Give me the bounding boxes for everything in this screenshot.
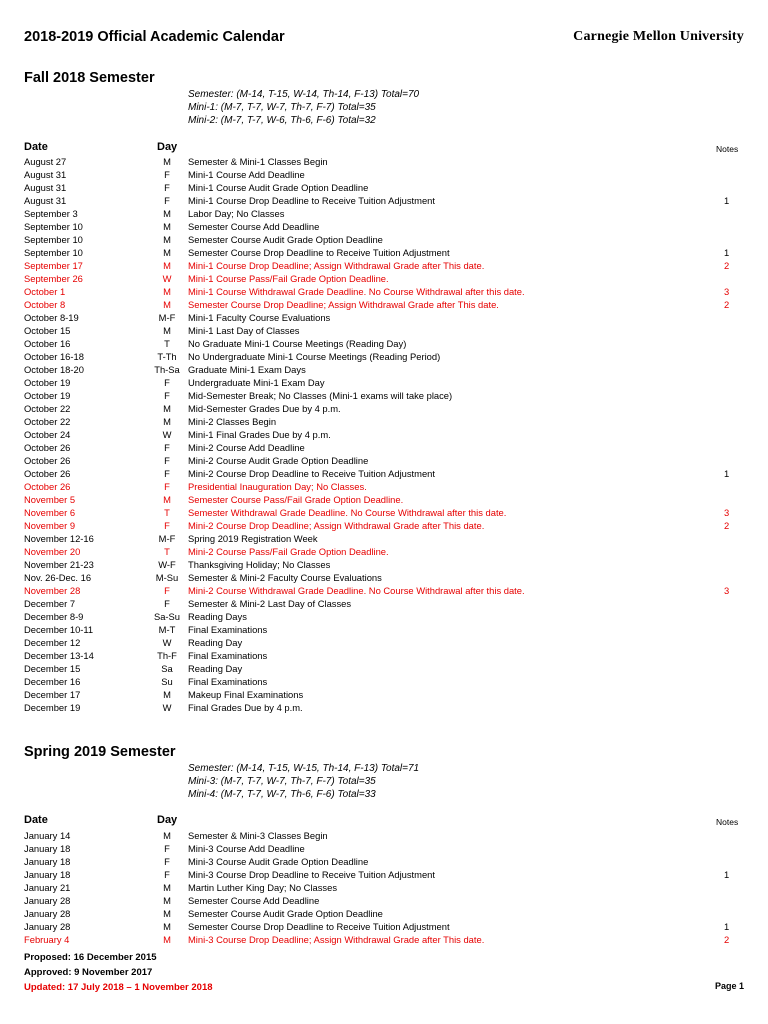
row-event: Mini-2 Classes Begin bbox=[188, 416, 277, 427]
row-date: December 7 bbox=[24, 598, 76, 609]
row-day: M bbox=[163, 299, 171, 310]
row-day: F bbox=[164, 468, 170, 479]
table-row bbox=[0, 415, 768, 428]
table-row bbox=[0, 493, 768, 506]
row-event: Final Examinations bbox=[188, 676, 268, 687]
row-event: Mini-1 Course Withdrawal Grade Deadline. No Course Withdrawal after this date. bbox=[188, 286, 525, 297]
table-row bbox=[0, 571, 768, 584]
spring-notes-header: Notes bbox=[716, 817, 739, 827]
row-note: 1 bbox=[724, 195, 730, 206]
row-day: F bbox=[164, 869, 170, 880]
row-date: August 31 bbox=[24, 169, 67, 180]
row-date: October 26 bbox=[24, 442, 71, 453]
row-date: December 19 bbox=[24, 702, 81, 713]
row-event: Mini-2 Course Drop Deadline to Receive Tuition Adjustment bbox=[188, 468, 435, 479]
table-row bbox=[0, 907, 768, 920]
row-date: January 18 bbox=[24, 856, 71, 867]
page-number: Page 1 bbox=[714, 981, 744, 991]
spring-semester-stats bbox=[188, 762, 419, 801]
fall-stat-semester: Semester: (M-14, T-15, W-14, Th-14, F-13) Total=70 bbox=[188, 89, 420, 100]
fall-calendar-table bbox=[0, 155, 768, 714]
row-date: August 27 bbox=[24, 156, 67, 167]
table-row bbox=[0, 584, 768, 597]
fall-stat-mini2: Mini-2: (M-7, T-7, W-6, Th-6, F-6) Total=32 bbox=[188, 115, 376, 126]
row-event: Semester Course Drop Deadline to Receive Tuition Adjustment bbox=[188, 921, 450, 932]
table-row bbox=[0, 894, 768, 907]
row-event: Mini-2 Course Pass/Fail Grade Option Deadline. bbox=[188, 546, 389, 557]
row-day: M bbox=[163, 830, 171, 841]
row-note: 2 bbox=[724, 299, 730, 310]
document-title: 2018-2019 Official Academic Calendar bbox=[24, 29, 285, 45]
row-note: 2 bbox=[724, 934, 730, 945]
row-date: October 8 bbox=[24, 299, 66, 310]
row-date: December 13-14 bbox=[24, 650, 94, 661]
row-date: January 18 bbox=[24, 843, 71, 854]
row-date: October 26 bbox=[24, 468, 71, 479]
row-event: Mini-2 Course Audit Grade Option Deadline bbox=[188, 455, 369, 466]
table-row bbox=[0, 259, 768, 272]
row-day: T-Th bbox=[157, 351, 177, 362]
table-row bbox=[0, 868, 768, 881]
table-row bbox=[0, 272, 768, 285]
row-day: W bbox=[162, 273, 172, 284]
row-event: Mini-1 Last Day of Classes bbox=[188, 325, 300, 336]
table-row bbox=[0, 532, 768, 545]
row-event: Mid-Semester Break; No Classes (Mini-1 exams will take place) bbox=[188, 390, 453, 401]
row-event: Undergraduate Mini-1 Exam Day bbox=[188, 377, 325, 388]
row-day: M bbox=[163, 416, 171, 427]
row-day: W-F bbox=[158, 559, 176, 570]
row-date: January 21 bbox=[24, 882, 71, 893]
fall-date-header: Date bbox=[24, 141, 48, 153]
table-row bbox=[0, 337, 768, 350]
table-row bbox=[0, 363, 768, 376]
table-row bbox=[0, 519, 768, 532]
row-date: October 1 bbox=[24, 286, 66, 297]
fall-semester-title: Fall 2018 Semester bbox=[24, 70, 155, 86]
table-row bbox=[0, 688, 768, 701]
row-day: M bbox=[163, 325, 171, 336]
row-date: October 16-18 bbox=[24, 351, 84, 362]
row-date: October 22 bbox=[24, 403, 71, 414]
row-day: M bbox=[163, 286, 171, 297]
row-date: December 16 bbox=[24, 676, 81, 687]
row-day: M bbox=[163, 895, 171, 906]
row-event: Presidential Inauguration Day; No Classes. bbox=[188, 481, 367, 492]
row-date: Nov. 26-Dec. 16 bbox=[24, 572, 92, 583]
row-day: M bbox=[163, 208, 171, 219]
row-day: M bbox=[163, 689, 171, 700]
row-date: November 28 bbox=[24, 585, 81, 596]
row-event: No Graduate Mini-1 Course Meetings (Reading Day) bbox=[188, 338, 407, 349]
row-day: Sa-Su bbox=[153, 611, 181, 622]
row-day: F bbox=[164, 856, 170, 867]
row-day: M bbox=[163, 247, 171, 258]
row-event: Semester & Mini-1 Classes Begin bbox=[188, 156, 328, 167]
row-date: November 6 bbox=[24, 507, 76, 518]
row-day: F bbox=[164, 377, 170, 388]
row-date: January 14 bbox=[24, 830, 71, 841]
row-date: August 31 bbox=[24, 182, 67, 193]
row-event: Semester Withdrawal Grade Deadline. No Course Withdrawal after this date. bbox=[188, 507, 507, 518]
row-event: Mini-1 Course Drop Deadline to Receive Tuition Adjustment bbox=[188, 195, 435, 206]
row-day: M-F bbox=[158, 312, 176, 323]
row-event: Spring 2019 Registration Week bbox=[188, 533, 318, 544]
table-row bbox=[0, 675, 768, 688]
spring-calendar-table bbox=[0, 829, 768, 946]
row-day: F bbox=[164, 390, 170, 401]
row-day: M bbox=[163, 156, 171, 167]
row-date: October 24 bbox=[24, 429, 71, 440]
row-event: No Undergraduate Mini-1 Course Meetings (Reading Period) bbox=[188, 351, 441, 362]
table-row bbox=[0, 350, 768, 363]
row-note: 1 bbox=[724, 468, 730, 479]
table-row bbox=[0, 220, 768, 233]
row-event: Mini-1 Course Audit Grade Option Deadline bbox=[188, 182, 369, 193]
row-day: Su bbox=[161, 676, 173, 687]
row-event: Reading Day bbox=[188, 663, 243, 674]
spring-date-header: Date bbox=[24, 814, 48, 826]
row-day: M-Su bbox=[155, 572, 179, 583]
table-row bbox=[0, 376, 768, 389]
row-day: M bbox=[163, 908, 171, 919]
row-day: T bbox=[164, 338, 170, 349]
row-date: September 10 bbox=[24, 221, 83, 232]
row-date: September 17 bbox=[24, 260, 83, 271]
row-date: October 16 bbox=[24, 338, 71, 349]
row-date: October 19 bbox=[24, 377, 71, 388]
row-date: January 28 bbox=[24, 921, 71, 932]
table-row bbox=[0, 881, 768, 894]
row-event: Martin Luther King Day; No Classes bbox=[188, 882, 338, 893]
row-event: Mini-1 Faculty Course Evaluations bbox=[188, 312, 331, 323]
fall-notes-header: Notes bbox=[716, 144, 739, 154]
row-event: Mini-2 Course Withdrawal Grade Deadline. No Course Withdrawal after this date. bbox=[188, 585, 525, 596]
row-day: M bbox=[163, 260, 171, 271]
spring-stat-mini3: Mini-3: (M-7, T-7, W-7, Th-7, F-7) Total=35 bbox=[188, 776, 376, 787]
row-event: Semester & Mini-2 Faculty Course Evaluations bbox=[188, 572, 382, 583]
updated-date: Updated: 17 July 2018 – 1 November 2018 bbox=[24, 982, 213, 993]
row-note: 2 bbox=[724, 520, 730, 531]
row-day: Sa bbox=[161, 663, 173, 674]
row-date: November 21-23 bbox=[24, 559, 94, 570]
table-row bbox=[0, 623, 768, 636]
row-day: F bbox=[164, 843, 170, 854]
table-row bbox=[0, 558, 768, 571]
row-date: October 19 bbox=[24, 390, 71, 401]
fall-day-header: Day bbox=[157, 141, 178, 153]
row-date: January 18 bbox=[24, 869, 71, 880]
row-date: November 5 bbox=[24, 494, 76, 505]
row-event: Semester Course Drop Deadline to Receive Tuition Adjustment bbox=[188, 247, 450, 258]
row-day: Th-Sa bbox=[154, 364, 180, 375]
row-date: September 26 bbox=[24, 273, 83, 284]
table-row bbox=[0, 454, 768, 467]
row-day: M-F bbox=[158, 533, 176, 544]
row-day: F bbox=[164, 169, 170, 180]
row-day: F bbox=[164, 182, 170, 193]
row-date: December 8-9 bbox=[24, 611, 84, 622]
spring-stat-mini4: Mini-4: (M-7, T-7, W-7, Th-6, F-6) Total=33 bbox=[188, 789, 376, 800]
row-event: Semester Course Add Deadline bbox=[188, 895, 320, 906]
row-day: F bbox=[164, 585, 170, 596]
row-event: Final Examinations bbox=[188, 624, 268, 635]
table-row bbox=[0, 402, 768, 415]
row-note: 1 bbox=[724, 869, 730, 880]
proposed-date: Proposed: 16 December 2015 bbox=[24, 952, 157, 963]
table-row bbox=[0, 933, 768, 946]
table-row bbox=[0, 298, 768, 311]
row-event: Mini-3 Course Drop Deadline to Receive Tuition Adjustment bbox=[188, 869, 435, 880]
row-day: W bbox=[162, 429, 172, 440]
row-day: F bbox=[164, 520, 170, 531]
row-note: 3 bbox=[724, 507, 730, 518]
row-event: Mini-1 Course Pass/Fail Grade Option Deadline. bbox=[188, 273, 389, 284]
approved-date: Approved: 9 November 2017 bbox=[24, 967, 153, 978]
row-event: Makeup Final Examinations bbox=[188, 689, 304, 700]
row-event: Mini-3 Course Add Deadline bbox=[188, 843, 305, 854]
row-date: December 10-11 bbox=[24, 624, 94, 635]
row-day: M bbox=[163, 221, 171, 232]
table-row bbox=[0, 207, 768, 220]
row-date: October 22 bbox=[24, 416, 71, 427]
table-row bbox=[0, 829, 768, 842]
table-row bbox=[0, 428, 768, 441]
row-day: T bbox=[164, 507, 170, 518]
table-row bbox=[0, 155, 768, 168]
row-day: M bbox=[163, 934, 171, 945]
row-date: November 12-16 bbox=[24, 533, 94, 544]
row-day: M-T bbox=[158, 624, 176, 635]
row-event: Semester Course Add Deadline bbox=[188, 221, 320, 232]
row-event: Semester Course Pass/Fail Grade Option Deadline. bbox=[188, 494, 404, 505]
row-event: Final Grades Due by 4 p.m. bbox=[188, 702, 303, 713]
row-date: December 12 bbox=[24, 637, 81, 648]
table-row bbox=[0, 506, 768, 519]
row-event: Mini-2 Course Add Deadline bbox=[188, 442, 305, 453]
table-row bbox=[0, 324, 768, 337]
table-row bbox=[0, 181, 768, 194]
row-event: Final Examinations bbox=[188, 650, 268, 661]
row-date: August 31 bbox=[24, 195, 67, 206]
row-event: Reading Day bbox=[188, 637, 243, 648]
row-event: Mini-3 Course Audit Grade Option Deadline bbox=[188, 856, 369, 867]
table-row bbox=[0, 649, 768, 662]
row-date: October 26 bbox=[24, 455, 71, 466]
table-row bbox=[0, 480, 768, 493]
row-date: February 4 bbox=[24, 934, 70, 945]
row-date: November 20 bbox=[24, 546, 81, 557]
row-day: M bbox=[163, 921, 171, 932]
table-row bbox=[0, 545, 768, 558]
row-event: Mini-1 Final Grades Due by 4 p.m. bbox=[188, 429, 331, 440]
row-day: F bbox=[164, 455, 170, 466]
spring-day-header: Day bbox=[157, 814, 178, 826]
row-day: W bbox=[162, 637, 172, 648]
row-day: F bbox=[164, 442, 170, 453]
table-row bbox=[0, 842, 768, 855]
table-row bbox=[0, 194, 768, 207]
table-row bbox=[0, 855, 768, 868]
row-day: M bbox=[163, 234, 171, 245]
table-row bbox=[0, 246, 768, 259]
university-name: Carnegie Mellon University bbox=[573, 29, 744, 44]
table-row bbox=[0, 610, 768, 623]
table-row bbox=[0, 467, 768, 480]
table-row bbox=[0, 233, 768, 246]
row-day: W bbox=[162, 702, 172, 713]
table-row bbox=[0, 701, 768, 714]
row-day: T bbox=[164, 546, 170, 557]
row-event: Semester Course Drop Deadline; Assign Withdrawal Grade after This date. bbox=[188, 299, 499, 310]
row-day: F bbox=[164, 598, 170, 609]
table-row bbox=[0, 920, 768, 933]
row-event: Semester & Mini-2 Last Day of Classes bbox=[188, 598, 352, 609]
fall-stat-mini1: Mini-1: (M-7, T-7, W-7, Th-7, F-7) Total=35 bbox=[188, 102, 376, 113]
row-event: Thanksgiving Holiday; No Classes bbox=[188, 559, 331, 570]
row-note: 1 bbox=[724, 247, 730, 258]
row-note: 3 bbox=[724, 286, 730, 297]
spring-semester-title: Spring 2019 Semester bbox=[24, 744, 176, 760]
row-note: 1 bbox=[724, 921, 730, 932]
row-day: M bbox=[163, 494, 171, 505]
table-row bbox=[0, 311, 768, 324]
row-event: Mini-1 Course Drop Deadline; Assign Withdrawal Grade after This date. bbox=[188, 260, 485, 271]
row-day: F bbox=[164, 195, 170, 206]
table-row bbox=[0, 636, 768, 649]
row-date: December 15 bbox=[24, 663, 81, 674]
row-date: October 8-19 bbox=[24, 312, 79, 323]
table-row bbox=[0, 662, 768, 675]
table-row bbox=[0, 168, 768, 181]
row-event: Semester & Mini-3 Classes Begin bbox=[188, 830, 328, 841]
row-event: Mini-2 Course Drop Deadline; Assign Withdrawal Grade after This date. bbox=[188, 520, 485, 531]
table-row bbox=[0, 389, 768, 402]
row-day: M bbox=[163, 882, 171, 893]
row-event: Graduate Mini-1 Exam Days bbox=[188, 364, 306, 375]
row-date: January 28 bbox=[24, 895, 71, 906]
row-date: December 17 bbox=[24, 689, 81, 700]
row-event: Mini-1 Course Add Deadline bbox=[188, 169, 305, 180]
row-day: M bbox=[163, 403, 171, 414]
row-event: Semester Course Audit Grade Option Deadline bbox=[188, 908, 383, 919]
row-date: September 10 bbox=[24, 247, 83, 258]
table-row bbox=[0, 441, 768, 454]
row-date: October 26 bbox=[24, 481, 71, 492]
row-date: January 28 bbox=[24, 908, 71, 919]
fall-semester-stats bbox=[188, 88, 419, 127]
row-event: Reading Days bbox=[188, 611, 247, 622]
row-date: September 3 bbox=[24, 208, 78, 219]
row-date: September 10 bbox=[24, 234, 83, 245]
row-note: 2 bbox=[724, 260, 730, 271]
table-row bbox=[0, 597, 768, 610]
row-day: F bbox=[164, 481, 170, 492]
row-date: October 15 bbox=[24, 325, 71, 336]
row-date: November 9 bbox=[24, 520, 76, 531]
row-event: Semester Course Audit Grade Option Deadline bbox=[188, 234, 383, 245]
spring-stat-semester: Semester: (M-14, T-15, W-15, Th-14, F-13) Total=71 bbox=[188, 763, 420, 774]
row-event: Mini-3 Course Drop Deadline; Assign Withdrawal Grade after This date. bbox=[188, 934, 485, 945]
row-event: Mid-Semester Grades Due by 4 p.m. bbox=[188, 403, 341, 414]
row-date: October 18-20 bbox=[24, 364, 84, 375]
table-row bbox=[0, 285, 768, 298]
row-note: 3 bbox=[724, 585, 730, 596]
row-day: Th-F bbox=[157, 650, 177, 661]
row-event: Labor Day; No Classes bbox=[188, 208, 285, 219]
